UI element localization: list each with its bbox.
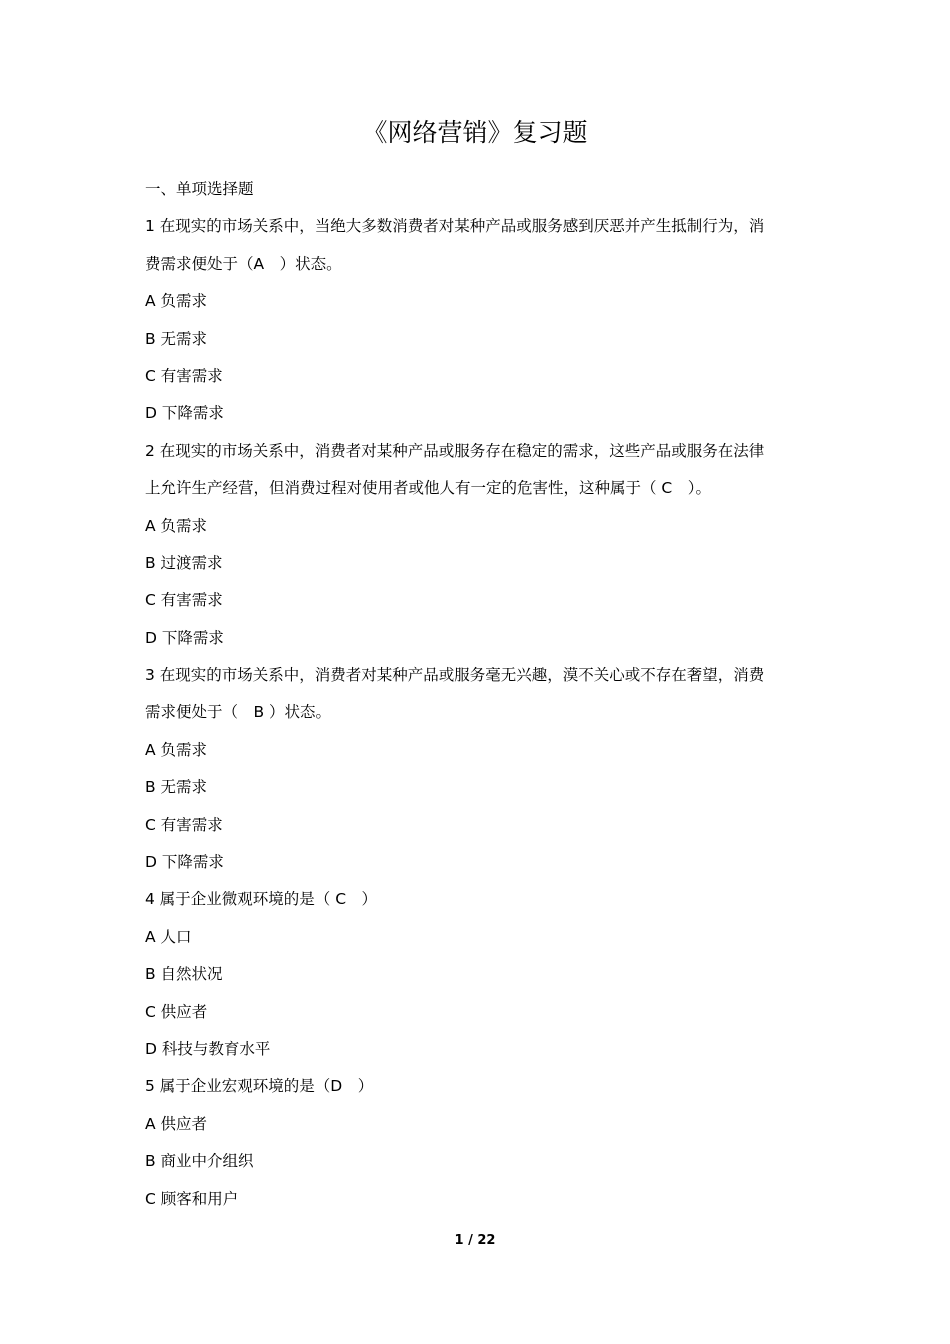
question-3-option-a: A 负需求 [145,740,208,759]
section-heading: 一、单项选择题 [145,180,254,198]
question-3-stem-line-1: 3 在现实的市场关系中，消费者对某种产品或服务毫无兴趣，漠不关心或不存在奢望，消费 [145,666,765,685]
question-4-option-c: C 供应者 [145,1002,208,1021]
page-title: 《网络营销》复习题 [362,118,588,147]
question-2-option-c: C 有害需求 [145,591,223,610]
question-5-option-a: A 供应者 [145,1114,208,1133]
question-2-stem-line-2: 上允许生产经营，但消费过程对使用者或他人有一定的危害性，这种属于（ C ）。 [145,479,712,498]
question-3-stem-line-2: 需求便处于（ B ）状态。 [145,703,332,722]
question-1-option-d: D 下降需求 [145,404,224,423]
question-1-stem-line-2: 费需求便处于（A ）状态。 [145,254,342,273]
question-1-option-b: B 无需求 [145,329,208,348]
document-body [145,171,810,1218]
question-3-option-b: B 无需求 [145,778,208,797]
question-2-option-a: A 负需求 [145,516,208,535]
question-4-option-b: B 自然状况 [145,965,223,984]
question-3-option-c: C 有害需求 [145,815,223,834]
question-2-option-d: D 下降需求 [145,628,224,647]
question-4-option-a: A 人口 [145,927,192,946]
page-number: 1 / 22 [454,1233,496,1248]
question-1-option-a: A 负需求 [145,292,208,311]
question-5-option-c: C 顾客和用户 [145,1189,239,1208]
question-3-option-d: D 下降需求 [145,853,224,872]
question-2-stem-line-1: 2 在现实的市场关系中，消费者对某种产品或服务存在稳定的需求，这些产品或服务在法律 [145,441,765,460]
question-5-option-b: B 商业中介组织 [145,1152,254,1171]
question-4-stem: 4 属于企业微观环境的是（ C ） [145,890,378,909]
question-1-stem-line-1: 1 在现实的市场关系中，当绝大多数消费者对某种产品或服务感到厌恶并产生抵制行为，消 [145,217,765,236]
question-4-option-d: D 科技与教育水平 [145,1039,271,1058]
question-5-stem: 5 属于企业宏观环境的是（D ） [145,1077,374,1096]
question-2-option-b: B 过渡需求 [145,553,223,572]
question-1-option-c: C 有害需求 [145,366,223,385]
